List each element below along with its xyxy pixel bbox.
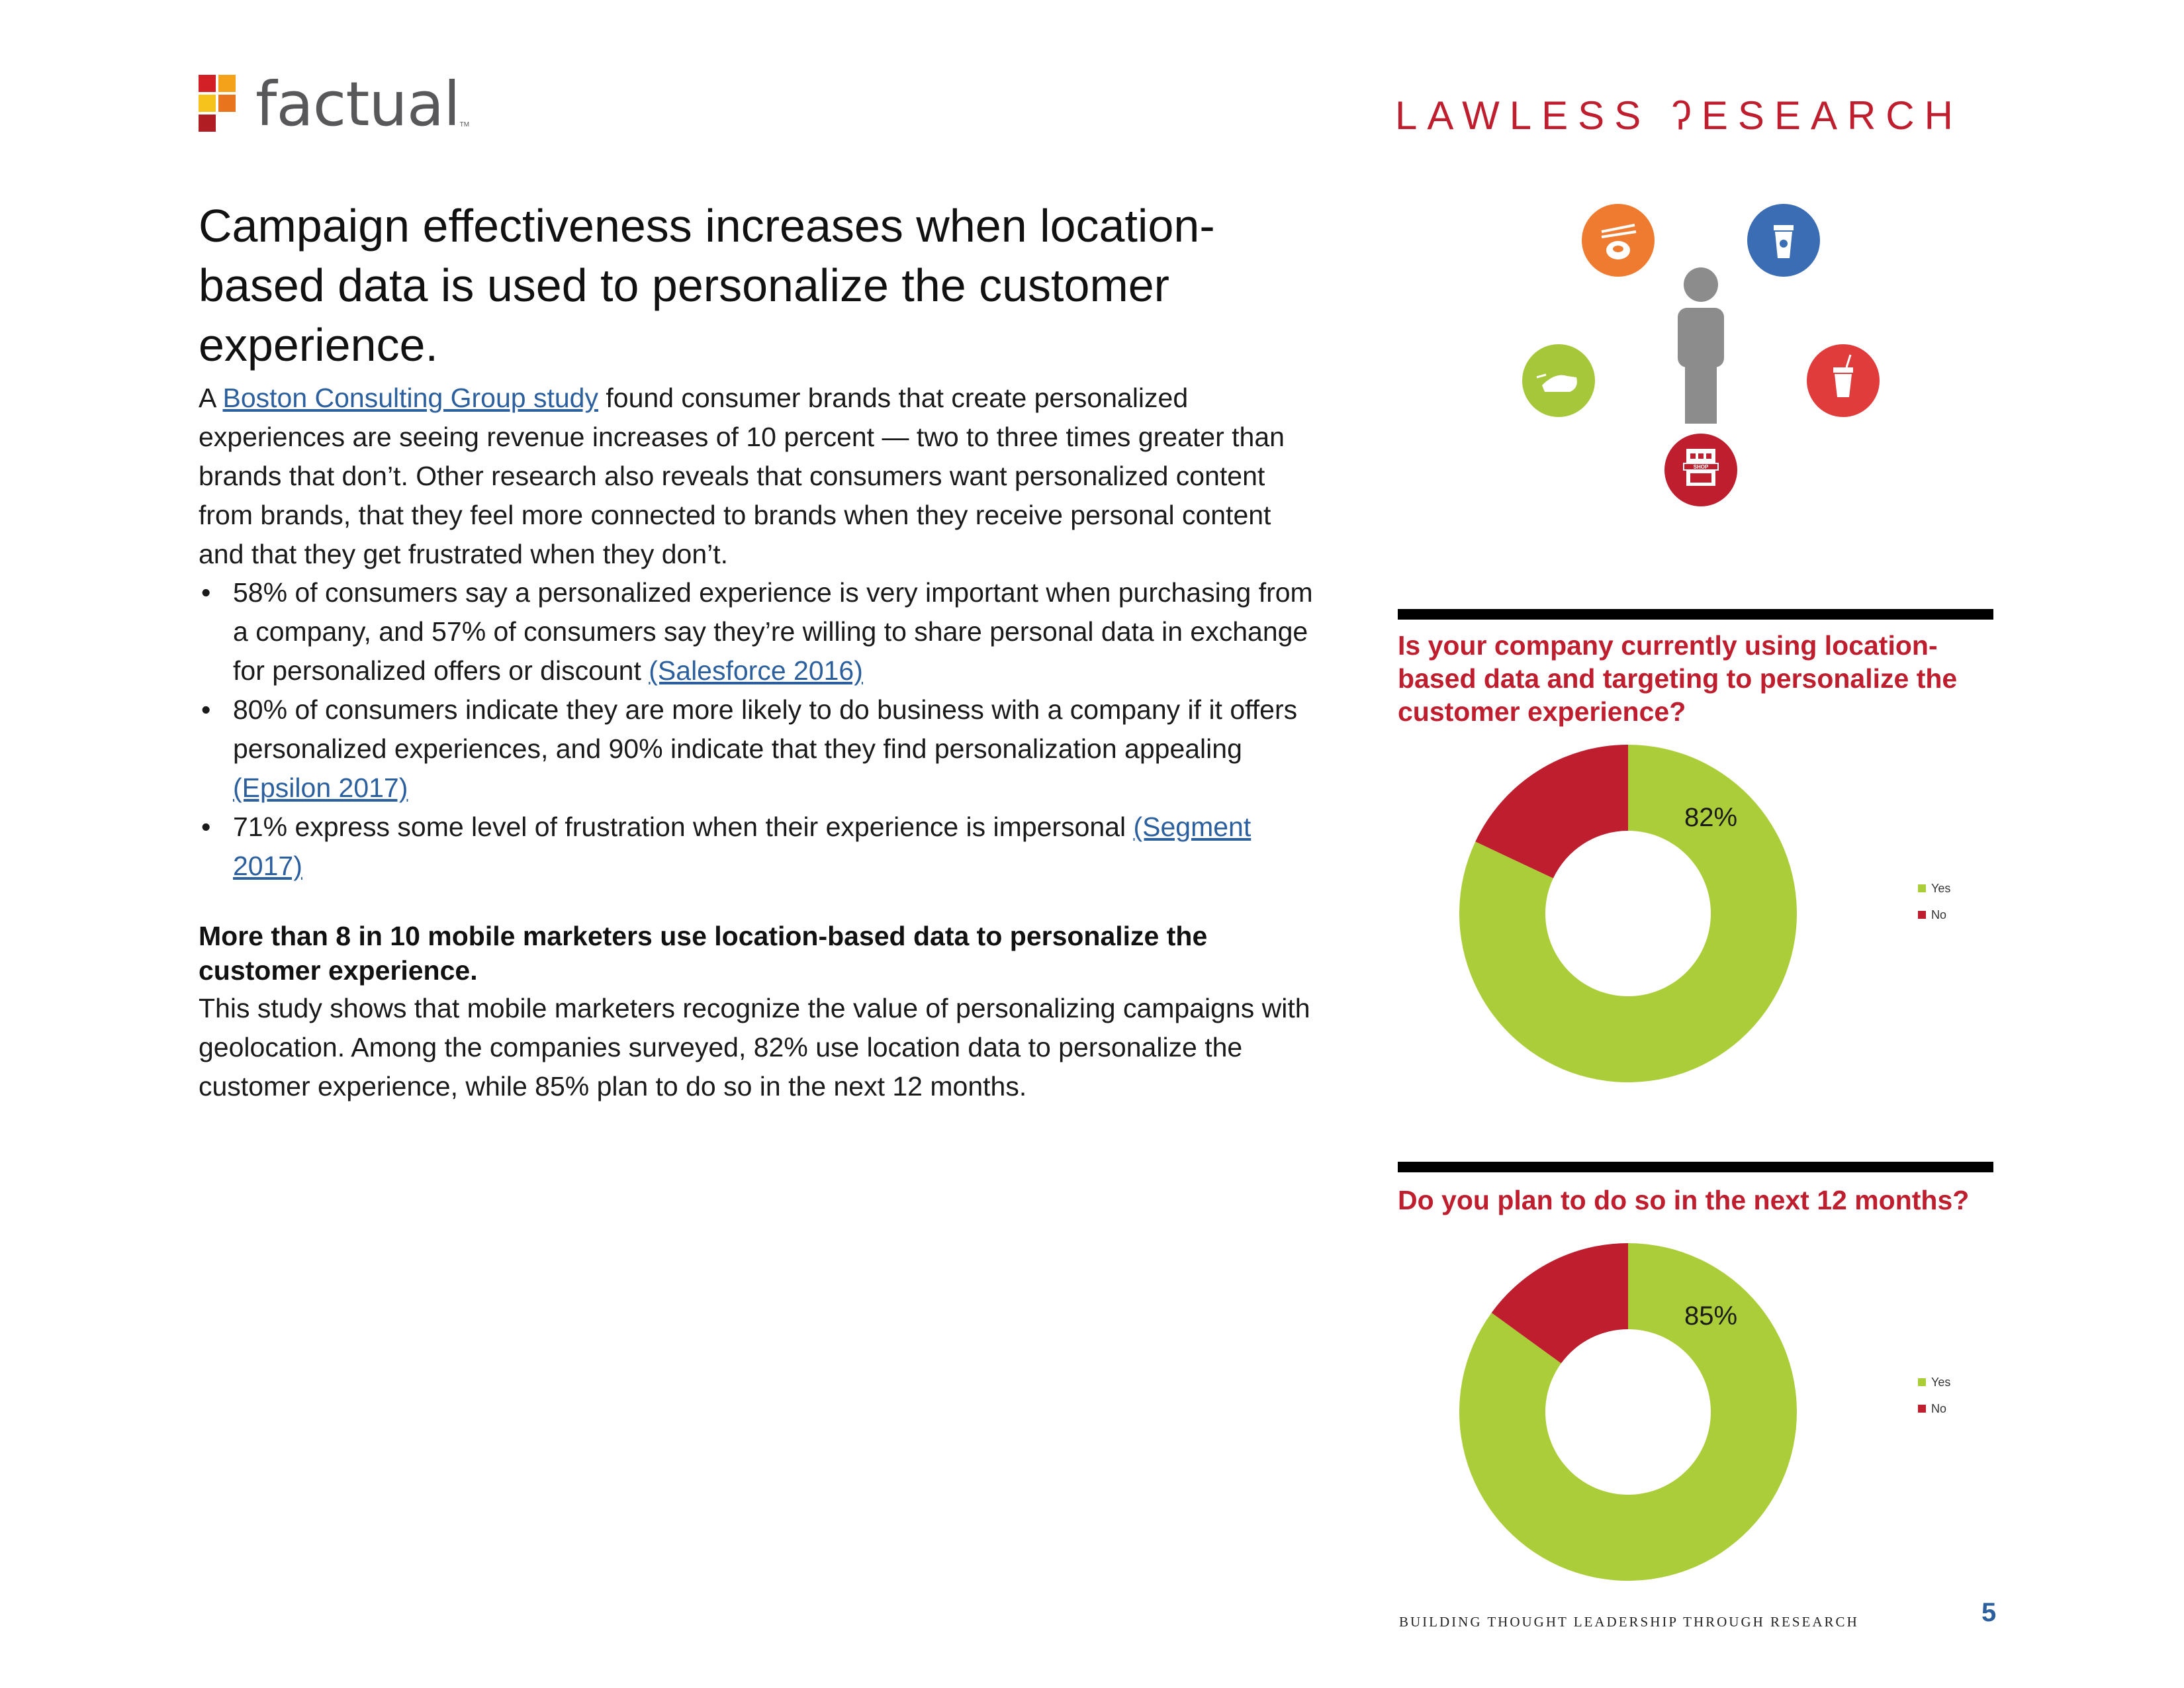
list-item <box>199 573 1324 690</box>
bullet-icon: • <box>201 812 211 842</box>
question-2-title: Do you plan to do so in the next 12 months? <box>1398 1185 1970 1215</box>
section-divider <box>1398 609 1993 620</box>
legend-label-yes: Yes <box>1931 881 1951 895</box>
footer-tagline: BUILDING THOUGHT LEADERSHIP THROUGH RESEARCH <box>1399 1614 1859 1630</box>
section-divider <box>1398 1162 1993 1172</box>
chart-future-plans <box>1443 1227 1813 1597</box>
question-1-title: Is your company currently using location-based data and targeting to personalize the customer experience? <box>1398 630 1958 727</box>
statistics-list <box>199 573 1324 886</box>
donut-data-label-yes: 82% <box>1684 803 1738 832</box>
shoe-icon <box>1522 344 1595 417</box>
study-paragraph: This study shows that mobile marketers recognize the value of personalizing campaigns with geolocation. Among the companies surveyed, 82% use location data to personalize the customer experience, while 85% plan to do so in the next 12 months. <box>199 993 1310 1102</box>
legend-label-no: No <box>1931 908 1947 921</box>
legend-item-no <box>1918 902 1950 928</box>
legend-swatch-yes <box>1918 1378 1926 1386</box>
person-icon <box>1678 267 1724 424</box>
epsilon-source-link[interactable]: (Epsilon 2017) <box>233 773 408 803</box>
section-subheading: More than 8 in 10 mobile marketers use location-based data to personalize the customer experience. <box>199 921 1208 986</box>
intro-prefix: A <box>199 383 223 413</box>
bullet-text: 58% of consumers say a personalized experience is very important when purchasing from a company, and 57% of consumers say they’re willing to share personal data in exchange for personalized offers or discount <box>233 577 1313 686</box>
chart-current-usage <box>1443 728 1813 1099</box>
bullet-icon: • <box>201 577 211 608</box>
intro-paragraph <box>199 379 1324 574</box>
legend-label-yes: Yes <box>1931 1375 1951 1389</box>
segment-source-link[interactable]: (Segment 2017) <box>233 812 1251 881</box>
sushi-icon <box>1582 204 1655 277</box>
donut-data-label-yes: 85% <box>1684 1301 1738 1331</box>
soda-cup-icon <box>1807 344 1880 417</box>
chart-future-plans-legend <box>1918 1369 1950 1422</box>
location-personalization-illustration <box>1522 199 1880 516</box>
page-number: 5 <box>1981 1598 1997 1627</box>
chart-current-usage-legend <box>1918 875 1950 928</box>
bullet-icon: • <box>201 694 211 725</box>
legend-swatch-yes <box>1918 884 1926 892</box>
factual-logo-mark <box>199 75 242 134</box>
legend-swatch-no <box>1918 911 1926 919</box>
list-item <box>199 808 1324 886</box>
factual-logo-trademark: TM <box>459 121 470 128</box>
factual-logo <box>199 71 469 138</box>
coffee-cup-icon <box>1747 204 1820 277</box>
shop-icon <box>1664 434 1737 506</box>
lawless-research-logo: LAWLESS ʔESEARCH <box>1395 93 1963 138</box>
legend-item-no <box>1918 1395 1950 1422</box>
factual-logo-wordmark: factual <box>255 69 460 140</box>
bcg-study-link[interactable]: Boston Consulting Group study <box>222 383 598 413</box>
shop-sign-label: SHOP <box>1693 464 1709 470</box>
legend-item-yes <box>1918 1369 1950 1395</box>
bullet-text: 71% express some level of frustration when their experience is impersonal <box>233 812 1134 842</box>
intro-text: found consumer brands that create personalized experiences are seeing revenue increases of 10 percent — two to three times greater than brands that don’t. Other research also reveals that consumers want personalized content from brands, that they feel more connected to brands when they receive personal content and that they get frustrated when they don’t. <box>199 383 1285 569</box>
page-headline: Campaign effectiveness increases when location-based data is used to personalize the customer experience. <box>199 200 1215 371</box>
bullet-text: 80% of consumers indicate they are more likely to do business with a company if it offers personalized experiences, and 90% indicate that they find personalization appealing <box>233 694 1298 764</box>
salesforce-source-link[interactable]: (Salesforce 2016) <box>649 655 863 686</box>
legend-label-no: No <box>1931 1401 1947 1415</box>
legend-swatch-no <box>1918 1405 1926 1413</box>
legend-item-yes <box>1918 875 1950 902</box>
list-item <box>199 690 1324 808</box>
